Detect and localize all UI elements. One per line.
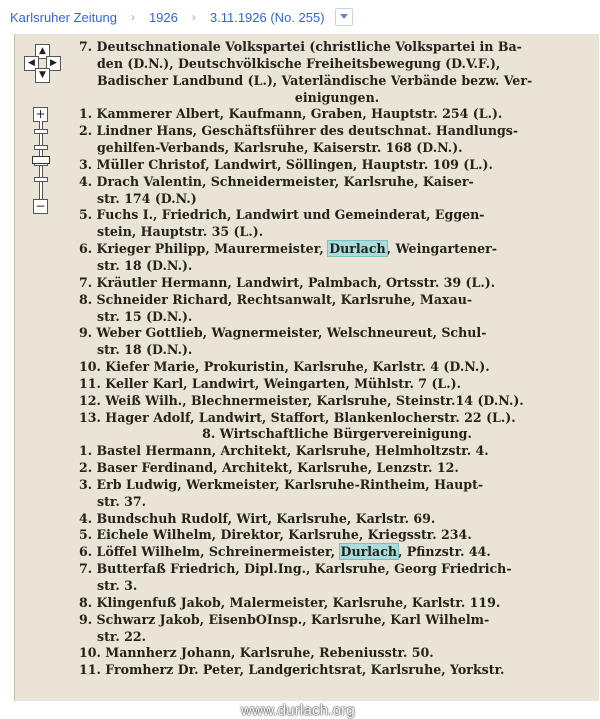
article-line — [79, 90, 595, 107]
breadcrumb-newspaper[interactable]: Karlsruher Zeitung — [10, 9, 117, 25]
article-line — [79, 477, 595, 494]
article-line — [79, 157, 595, 174]
article-text-run: 8. Schneider Richard, Rechtsanwalt, Karlsruhe, Maxau- — [79, 291, 473, 307]
article-text-run: 10. Mannherz Johann, Karlsruhe, Rebeniusstr. 50. — [79, 645, 434, 661]
newspaper-scan[interactable] — [14, 34, 599, 719]
article-line — [79, 544, 595, 561]
zoom-slider-tick — [34, 145, 48, 150]
article-text-run: 9. Weber Gottlieb, Wagnermeister, Welschneureut, Schul- — [79, 325, 487, 341]
article-text-run: 10. Kiefer Marie, Prokuristin, Karlsruhe, Karlstr. 4 (D.N.). — [79, 359, 490, 375]
article-line — [79, 309, 595, 326]
article-text-run: stein, Hauptstr. 35 (L.). — [97, 224, 264, 240]
article-line — [79, 578, 595, 595]
article-line — [79, 443, 595, 460]
article-line — [79, 612, 595, 629]
article-text-run: 11. Fromherz Dr. Peter, Landgerichtsrat, Karlsruhe, Yorkstr. — [79, 662, 505, 678]
zoom-slider-tick — [34, 129, 48, 134]
breadcrumb-separator: › — [130, 10, 135, 24]
article-line — [79, 629, 595, 646]
pan-control — [24, 44, 60, 80]
article-line — [79, 393, 595, 410]
article-line — [79, 174, 595, 191]
article-line — [79, 426, 595, 443]
article-text-run: 2. Baser Ferdinand, Architekt, Karlsruhe, Lenzstr. 12. — [79, 460, 459, 476]
article-line — [79, 494, 595, 511]
article-line — [79, 123, 595, 140]
article-text-run: 1. Kammerer Albert, Kaufmann, Graben, Hauptstr. 254 (L.). — [79, 106, 503, 122]
breadcrumb — [0, 0, 600, 34]
pan-down-icon[interactable]: ▼ — [35, 68, 50, 83]
zoom-slider-tick — [34, 177, 48, 182]
search-highlight[interactable]: Durlach — [329, 241, 386, 257]
article-line — [79, 645, 595, 662]
article-text-run: str. 18 (D.N.). — [97, 342, 193, 358]
breadcrumb-year[interactable]: 1926 — [148, 9, 178, 25]
article-line — [79, 595, 595, 612]
article-text-run: Badischer Landbund (L.), Vaterländische Verbände bezw. Ver- — [97, 72, 533, 88]
article-line — [79, 359, 595, 376]
article-line — [79, 561, 595, 578]
article-text-run: 2. Lindner Hans, Geschäftsführer des deutschnat. Handlungs- — [79, 123, 519, 139]
article-text-run: str. 174 (D.N.) — [97, 190, 197, 206]
article-text-run: str. 3. — [97, 578, 138, 593]
article-text-run: 5. Fuchs I., Friedrich, Landwirt und Gemeinderat, Eggen- — [79, 207, 485, 223]
article-line — [79, 39, 595, 56]
article-text-run: 9. Schwarz Jakob, EisenbOInsp., Karlsruhe, Karl Wilhelm- — [79, 611, 490, 627]
breadcrumb-issue[interactable]: 3.11.1926 (No. 255) — [209, 9, 325, 25]
breadcrumb-separator: › — [191, 10, 196, 24]
article-line — [79, 258, 595, 275]
article-text-run: str. 37. — [97, 493, 147, 509]
article-text — [79, 39, 595, 679]
article-text-run: gehilfen-Verbands, Karlsruhe, Kaiserstr. 168 (D.N.). — [97, 140, 463, 156]
article-line — [79, 325, 595, 342]
article-line — [79, 140, 595, 157]
chevron-down-icon[interactable] — [335, 8, 353, 26]
zoom-out-button[interactable]: − — [33, 199, 48, 214]
article-line — [79, 292, 595, 309]
article-text-run: 5. Eichele Wilhelm, Direktor, Karlsruhe, Kriegsstr. 234. — [79, 527, 472, 543]
article-line — [79, 410, 595, 427]
article-text-run: 7. Kräutler Hermann, Landwirt, Palmbach, Ortsstr. 39 (L.). — [79, 274, 496, 290]
article-line — [79, 662, 595, 679]
zoom-slider-thumb[interactable] — [32, 156, 50, 164]
article-text-run: 1. Bastel Hermann, Architekt, Karlsruhe, Helmholtzstr. 4. — [79, 443, 489, 459]
article-line — [79, 460, 595, 477]
article-line — [79, 241, 595, 258]
article-text-run: 4. Bundschuh Rudolf, Wirt, Karlsruhe, Karlstr. 69. — [79, 510, 436, 526]
article-text-run: str. 22. — [97, 628, 147, 644]
article-text-run: 7. Butterfaß Friedrich, Dipl.Ing., Karlsruhe, Georg Friedrich- — [79, 561, 512, 577]
article-text-run: , Pfinzstr. 44. — [398, 544, 491, 560]
article-line — [79, 207, 595, 224]
article-text-run: , Weingartener- — [386, 241, 497, 257]
article-text-run: 12. Weiß Wilh., Blechnermeister, Karlsruhe, Steinstr.14 (D.N.). — [79, 392, 524, 408]
article-text-run: einigungen. — [294, 89, 380, 105]
pan-left-icon[interactable]: ◀ — [24, 56, 39, 71]
pan-right-icon[interactable]: ▶ — [46, 56, 61, 71]
article-line — [79, 73, 595, 90]
article-text-run: 11. Keller Karl, Landwirt, Weingarten, Mühlstr. 7 (L.). — [79, 375, 461, 391]
article-text-run: 3. Müller Christof, Landwirt, Söllingen, Hauptstr. 109 (L.). — [79, 156, 493, 172]
zoom-slider[interactable] — [37, 121, 43, 199]
article-text-run: 13. Hager Adolf, Landwirt, Staffort, Blankenlocherstr. 22 (L.). — [79, 409, 516, 425]
article-text-run: den (D.N.), Deutschvölkische Freiheitsbewegung (D.V.F.), — [97, 55, 501, 71]
zoom-in-button[interactable]: + — [33, 107, 48, 122]
article-text-run: str. 18 (D.N.). — [97, 257, 193, 273]
article-text-run: 8. Wirtschaftliche Bürgervereinigung. — [202, 426, 472, 442]
article-text-run: str. 15 (D.N.). — [97, 308, 193, 324]
watermark: www.durlach.org — [241, 702, 355, 719]
article-text-run: 4. Drach Valentin, Schneidermeister, Karlsruhe, Kaiser- — [79, 173, 474, 189]
search-highlight[interactable]: Durlach — [340, 544, 398, 560]
article-line — [79, 527, 595, 544]
article-line — [79, 376, 595, 393]
article-line — [79, 106, 595, 123]
article-line — [79, 224, 595, 241]
pan-up-icon[interactable]: ▲ — [35, 44, 50, 59]
article-text-run: 6. Löffel Wilhelm, Schreinermeister, — [79, 544, 340, 560]
article-text-run: 3. Erb Ludwig, Werkmeister, Karlsruhe-Rintheim, Haupt- — [79, 476, 484, 492]
article-line — [79, 191, 595, 208]
article-text-run: 8. Klingenfuß Jakob, Malermeister, Karlsruhe, Karlstr. 119. — [79, 594, 501, 610]
article-line — [79, 275, 595, 292]
article-text-run: 7. Deutschnationale Volkspartei (christliche Volkspartei in Ba- — [79, 39, 522, 54]
article-line — [79, 342, 595, 359]
article-line — [79, 56, 595, 73]
article-line — [79, 511, 595, 528]
article-text-run: 6. Krieger Philipp, Maurermeister, — [79, 241, 329, 257]
